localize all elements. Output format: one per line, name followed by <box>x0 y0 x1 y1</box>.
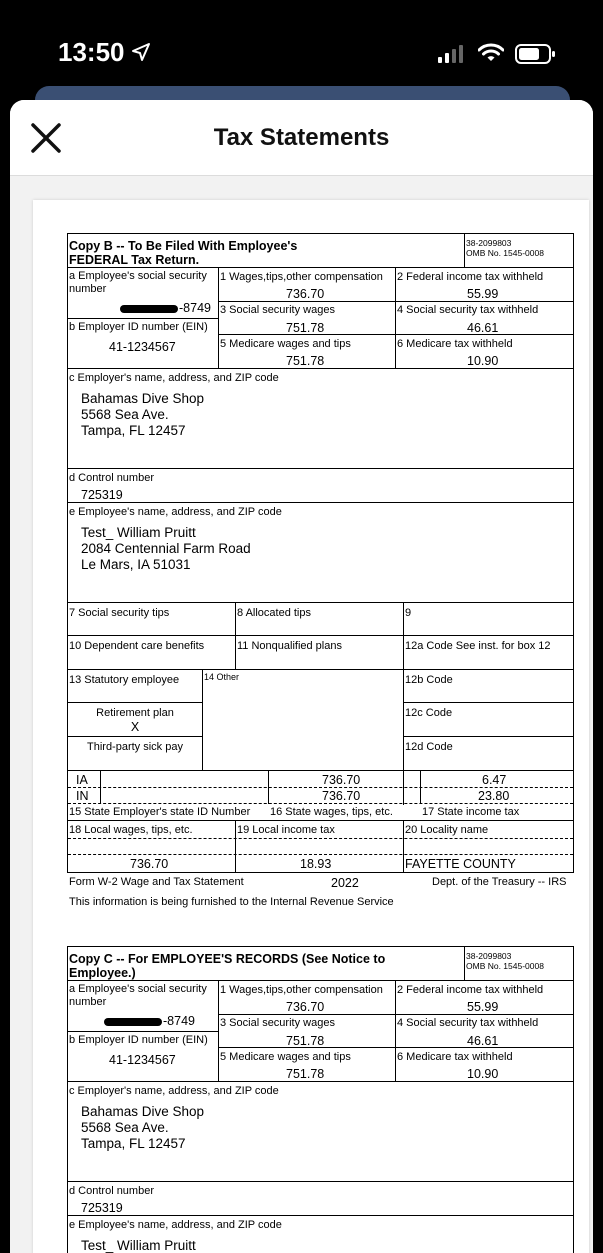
copy-b-box2-label: 2 Federal income tax withheld <box>397 271 544 283</box>
copy-b-state1: IA <box>76 773 88 787</box>
copy-b-header: Copy B -- To Be Filed With Employee's FEDERAL Tax Return. <box>69 239 298 267</box>
copy-c-e-label: e Employee's name, address, and ZIP code <box>69 1219 282 1231</box>
copy-b-b-label: b Employer ID number (EIN) <box>69 321 208 333</box>
copy-c-box5-value: 751.78 <box>286 1067 325 1081</box>
copy-c-box6-value: 10.90 <box>467 1067 499 1081</box>
document-viewer[interactable] <box>10 176 593 1253</box>
copy-b-box14-label: 14 Other <box>204 672 240 682</box>
copy-b-box10-label: 10 Dependent care benefits <box>69 640 205 652</box>
copy-b-box19-label: 19 Local income tax <box>237 824 335 836</box>
location-arrow-icon <box>131 42 151 67</box>
copy-c-b-value: 41-1234567 <box>109 1053 176 1067</box>
redaction-mark <box>120 305 178 313</box>
copy-b-state2: IN <box>76 789 89 803</box>
copy-b-b-value: 41-1234567 <box>109 340 176 354</box>
copy-b-c-value: Bahamas Dive Shop 5568 Sea Ave. Tampa, FL 12457 <box>81 391 205 438</box>
status-time: 13:50 <box>58 37 125 67</box>
copy-c-e-value: Test_ William Pruitt <box>81 1238 196 1253</box>
copy-b-box6-value: 10.90 <box>467 354 499 368</box>
copy-b-retirement-label: Retirement plan <box>96 707 174 719</box>
copy-b-box3-label: 3 Social security wages <box>220 304 335 316</box>
copy-c-a-label: a Employee's social security number <box>69 983 207 1008</box>
copy-c-b-label: b Employer ID number (EIN) <box>69 1034 208 1046</box>
copy-b-box3-value: 751.78 <box>286 321 325 335</box>
copy-b-box1-label: 1 Wages,tips,other compensation <box>220 271 383 283</box>
copy-b-e-value: Test_ William Pruitt 2084 Centennial Farm Road Le Mars, IA 51031 <box>81 525 251 572</box>
copy-b-box5-label: 5 Medicare wages and tips <box>220 338 351 350</box>
cellular-signal-icon <box>438 45 466 68</box>
copy-b-state-wages1: 736.70 <box>322 773 361 787</box>
redaction-mark <box>104 1018 162 1026</box>
copy-c-c-label: c Employer's name, address, and ZIP code <box>69 1085 279 1097</box>
copy-b-d-value: 725319 <box>81 488 123 502</box>
copy-b-box9-label: 9 <box>405 607 412 619</box>
copy-c-header: Copy C -- For EMPLOYEE'S RECORDS (See Notice to Employee.) <box>69 952 386 980</box>
copy-c-omb: OMB No. 1545-0008 <box>466 961 544 971</box>
copy-c-box4-value: 46.61 <box>467 1034 499 1048</box>
copy-b-box18-value: 736.70 <box>130 857 169 871</box>
copy-b-footer-dept: Dept. of the Treasury -- IRS <box>432 876 567 888</box>
copy-b-a-label: a Employee's social security number <box>69 270 207 295</box>
copy-b-box18-label: 18 Local wages, tips, etc. <box>69 824 193 836</box>
copy-b-box11-label: 11 Nonqualified plans <box>237 640 342 652</box>
copy-b-box4-value: 46.61 <box>467 321 499 335</box>
copy-b-a-value: -8749 <box>120 301 211 315</box>
copy-c-c-value: Bahamas Dive Shop 5568 Sea Ave. Tampa, FL 12457 <box>81 1104 205 1151</box>
w2-copy-c <box>67 946 574 1253</box>
copy-c-box2-value: 55.99 <box>467 1000 499 1014</box>
copy-b-omb: OMB No. 1545-0008 <box>466 248 544 258</box>
copy-c-d-label: d Control number <box>69 1185 154 1197</box>
copy-b-box15-label: 15 State Employer's state ID Number <box>69 806 251 818</box>
copy-b-box1-value: 736.70 <box>286 287 325 301</box>
copy-c-ein-small: 38-2099803 <box>466 951 512 961</box>
copy-c-a-value: -8749 <box>104 1014 195 1028</box>
copy-b-box17-label: 17 State income tax <box>422 806 520 818</box>
copy-c-box4-label: 4 Social security tax withheld <box>397 1017 539 1029</box>
copy-b-box4-label: 4 Social security tax withheld <box>397 304 539 316</box>
copy-b-box16-label: 16 State wages, tips, etc. <box>270 806 393 818</box>
copy-b-box20-value: FAYETTE COUNTY <box>405 857 516 871</box>
copy-b-footer-form: Form W-2 Wage and Tax Statement <box>69 876 244 888</box>
copy-c-box1-label: 1 Wages,tips,other compensation <box>220 984 383 996</box>
copy-b-box20-label: 20 Locality name <box>405 824 489 836</box>
copy-b-box8-label: 8 Allocated tips <box>237 607 311 619</box>
copy-b-state-wages2: 736.70 <box>322 789 361 803</box>
copy-c-box1-value: 736.70 <box>286 1000 325 1014</box>
copy-b-footer-note: This information is being furnished to the Internal Revenue Service <box>69 896 394 908</box>
copy-b-box13-label: 13 Statutory employee <box>69 674 180 686</box>
copy-c-box6-label: 6 Medicare tax withheld <box>397 1051 513 1063</box>
page-title: Tax Statements <box>213 124 390 151</box>
copy-c-box3-label: 3 Social security wages <box>220 1017 335 1029</box>
copy-b-box5-value: 751.78 <box>286 354 325 368</box>
copy-c-box5-label: 5 Medicare wages and tips <box>220 1051 351 1063</box>
wifi-icon <box>478 43 504 68</box>
copy-b-state-tax1: 6.47 <box>482 773 507 787</box>
copy-c-d-value: 725319 <box>81 1201 123 1215</box>
copy-c-box2-label: 2 Federal income tax withheld <box>397 984 544 996</box>
copy-b-e-label: e Employee's name, address, and ZIP code <box>69 506 282 518</box>
status-bar <box>0 0 603 100</box>
copy-b-box12d-label: 12d Code <box>405 741 453 753</box>
copy-b-c-label: c Employer's name, address, and ZIP code <box>69 372 279 384</box>
battery-icon <box>515 44 557 69</box>
copy-b-d-label: d Control number <box>69 472 154 484</box>
document-page <box>33 200 589 1253</box>
w2-copy-b <box>67 233 574 873</box>
copy-b-retirement-mark: X <box>130 720 140 734</box>
copy-b-thirdparty-label: Third-party sick pay <box>87 741 183 753</box>
copy-b-footer-year: 2022 <box>331 876 359 890</box>
copy-b-box2-value: 55.99 <box>467 287 499 301</box>
copy-b-state-tax2: 23.80 <box>478 789 510 803</box>
copy-b-box12a-label: 12a Code See inst. for box 12 <box>405 640 551 652</box>
copy-b-box19-value: 18.93 <box>300 857 332 871</box>
copy-b-box12b-label: 12b Code <box>405 674 453 686</box>
copy-b-box6-label: 6 Medicare tax withheld <box>397 338 513 350</box>
copy-b-ein-small: 38-2099803 <box>466 238 512 248</box>
tax-statements-sheet <box>10 100 593 1253</box>
sheet-header <box>10 100 593 176</box>
copy-b-box7-label: 7 Social security tips <box>69 607 170 619</box>
copy-b-box12c-label: 12c Code <box>405 707 453 719</box>
copy-c-box3-value: 751.78 <box>286 1034 325 1048</box>
